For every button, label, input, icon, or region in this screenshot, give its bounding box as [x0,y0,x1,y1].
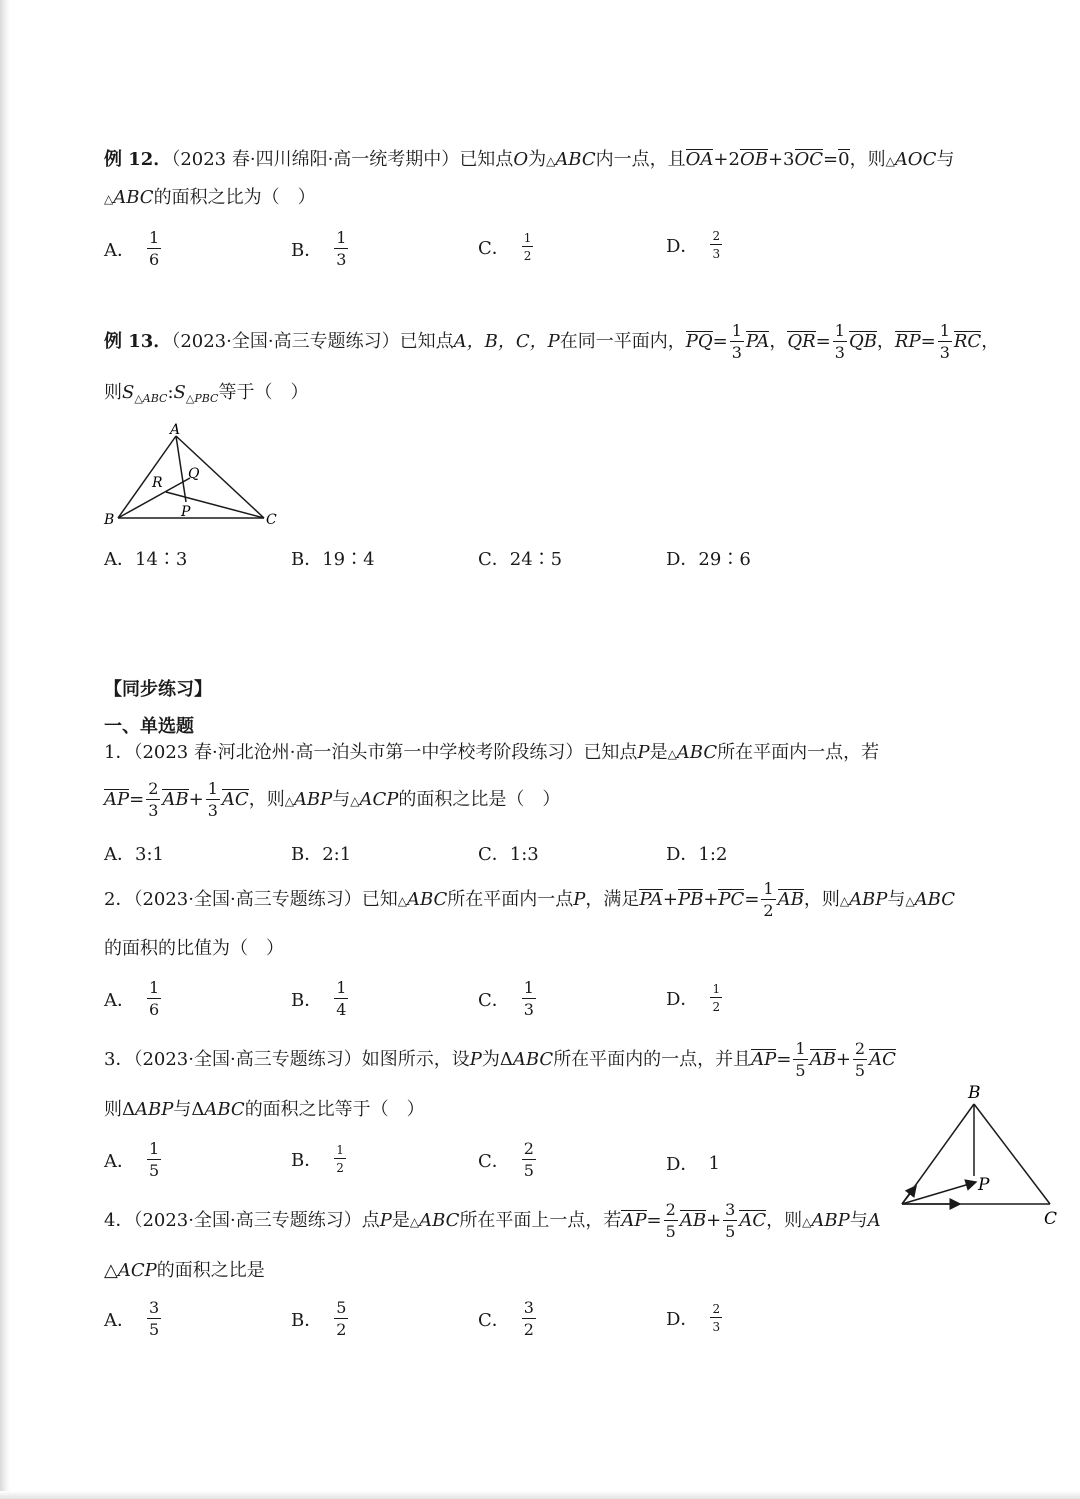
ex12-option-a[interactable]: A． $\frac{1}{6}$ [104,228,160,269]
label-A: A [170,422,181,438]
vector-OC: OC [794,149,824,170]
q2-number: 2． [104,889,134,910]
q2-option-a[interactable]: A． $\frac{1}{6}$ [104,978,160,1019]
q1-source: （2023 春·河北沧州·高一泊头市第一中学校考阶段练习） [133,742,584,763]
vector-OB: OB [739,149,768,170]
q1-option-d[interactable]: D．1:2 [666,844,728,865]
q2-option-c[interactable]: C． $\frac{1}{3}$ [478,978,534,1019]
label-P: P [978,1175,990,1195]
q3-option-d[interactable]: D． 1 [666,1152,720,1175]
ex13-option-d[interactable]: D．29∶6 [666,549,751,570]
q4-option-a[interactable]: A． $\frac{3}{5}$ [104,1298,160,1339]
q4-number: 4． [104,1210,134,1231]
segment-AP [176,436,186,502]
ex13-option-a[interactable]: A．14∶3 [104,549,188,570]
q2-stem-line2: 的面积的比值为（ ） [104,938,284,959]
q1-option-a[interactable]: A．3:1 [104,844,164,865]
page-bottom-edge [0,1491,1080,1499]
ex13-stem-line1: 例 13．（2023·全国·高三专题练习）已知点A，B，C，P在同一平面内，PQ= $\frac{1}{3}$ PA，QR= $\frac{1}{3}$ QB，RP= $\frac{1}{3}$ RC， [104,321,1000,362]
ex12-option-c[interactable]: C． $\frac{1}{2}$ [478,231,532,263]
q1-option-b[interactable]: B．2:1 [291,844,352,865]
q2-stem-line1: 2．（2023·全国·高三专题练习）已知△ABC所在平面内一点P，满足PA+PB+PC= $\frac{1}{2}$ AB，则△ABP与△ABC [104,879,955,920]
vector-AP-arrow [902,1182,976,1204]
q1-stem-line1: 1．（2023 春·河北沧州·高一泊头市第一中学校考阶段练习）已知点P是△ABC所在平面内一点，若 [104,742,880,763]
ex12-source: （2023 春·四川绵阳·高一统考期中） [171,149,460,170]
q2-option-d[interactable]: D． $\frac{1}{2}$ [666,982,721,1014]
q3-number: 3． [104,1049,134,1070]
q1-option-c[interactable]: C．1:3 [478,844,539,865]
label-P: P [181,504,191,520]
q3-triangle-figure [888,1078,1066,1230]
ex13-triangle-figure [100,420,290,535]
q3-option-c[interactable]: C． $\frac{2}{5}$ [478,1139,534,1180]
label-R: R [152,475,163,491]
ex12-stem-line2: △ABC的面积之比为（ ） [104,187,316,208]
edge-AB [118,436,176,518]
q4-stem-line1: 4．（2023·全国·高三专题练习）点P是△ABC所在平面上一点，若AP= $\frac{2}{5}$ AB+ $\frac{3}{5}$ AC，则△ABP与A [104,1200,881,1241]
section-title: 【同步练习】 [104,679,212,700]
ex13-option-b[interactable]: B．19∶4 [291,549,375,570]
label-C: C [266,512,277,528]
label-B: B [968,1083,981,1103]
label-Q: Q [188,466,200,482]
q4-option-d[interactable]: D． $\frac{2}{3}$ [666,1302,721,1334]
q4-stem-line2: △ACP的面积之比是 [104,1260,265,1281]
q2-option-b[interactable]: B． $\frac{1}{4}$ [291,978,347,1019]
ex12-option-b[interactable]: B． $\frac{1}{3}$ [291,228,347,269]
q3-source: （2023·全国·高三专题练习） [133,1049,362,1070]
ex13-stem-line2: 则$S_{\triangle ABC}:S_{\triangle PBC}$等于（ ） [104,382,309,405]
ex13-label: 例 13 [104,331,154,352]
q3-figure-label-A: A [867,1210,881,1231]
page-edge-shadow [0,0,10,1499]
q4-source: （2023·全国·高三专题练习） [133,1210,362,1231]
q3-stem-line2: 则ΔABP与ΔABC的面积之比等于（ ） [104,1099,425,1120]
q1-stem-line2: AP= $\frac{2}{3}$ AB+ $\frac{1}{3}$ AC，则△ABP与△ACP的面积之比是（ ） [104,779,561,820]
ex12-label: 例 12 [104,149,154,170]
q4-option-b[interactable]: B． $\frac{5}{2}$ [291,1298,347,1339]
zero-vector: 0 [838,149,850,170]
label-B: B [104,512,115,528]
q4-option-c[interactable]: C． $\frac{3}{2}$ [478,1298,534,1339]
ex13-source: （2023·全国·高三专题练习） [171,331,400,352]
ex12-option-d[interactable]: D． $\frac{2}{3}$ [666,229,721,261]
q1-number: 1． [104,742,134,763]
label-C: C [1044,1209,1058,1229]
ex13-option-c[interactable]: C．24∶5 [478,549,563,570]
section-subtitle: 一、单选题 [104,716,194,737]
q3-stem-line1: 3．（2023·全国·高三专题练习）如图所示，设P为ΔABC所在平面内的一点，并且AP= $\frac{1}{5}$ AB+ $\frac{2}{5}$ AC [104,1039,896,1080]
q3-option-b[interactable]: B． $\frac{1}{2}$ [291,1143,344,1175]
ex12-stem-line1: 例 12．（2023 春·四川绵阳·高一统考期中）已知点O为△ABC内一点，且OA+2OB+3OC=0，则△AOC与 [104,149,955,170]
vector-OA: OA [685,149,714,170]
q3-option-a[interactable]: A． $\frac{1}{5}$ [104,1139,160,1180]
q2-source: （2023·全国·高三专题练习） [133,889,362,910]
